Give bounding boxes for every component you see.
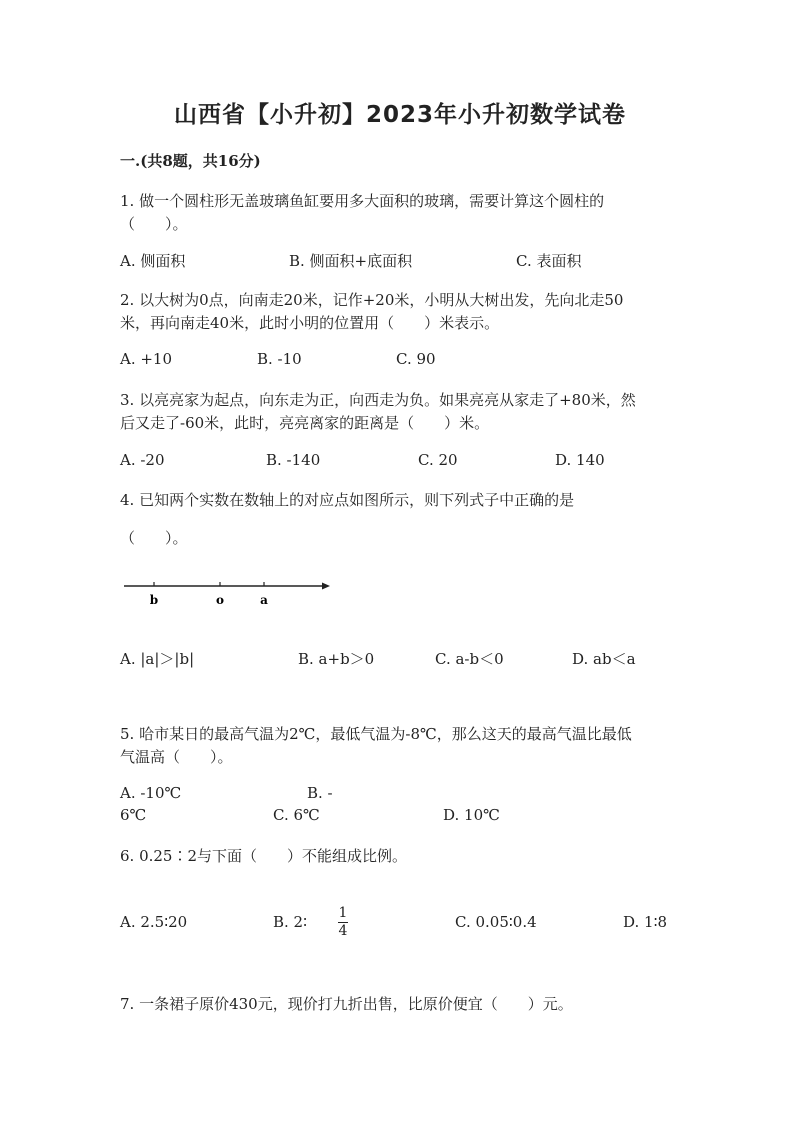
question-4-blank: （ ）。 bbox=[120, 529, 188, 547]
question-4-option-c: C. a-b＜0 bbox=[435, 650, 504, 668]
question-5-option-b-value: 6℃ bbox=[120, 806, 147, 824]
question-1-option-a: A. 侧面积 bbox=[120, 252, 186, 270]
question-4-option-a: A. |a|＞|b| bbox=[120, 650, 195, 668]
question-4-text: 4. 已知两个实数在数轴上的对应点如图所示，则下列式子中正确的是 bbox=[120, 491, 575, 509]
question-2-option-b: B. -10 bbox=[257, 350, 302, 368]
question-6-option-a: A. 2.5∶20 bbox=[120, 913, 188, 931]
question-6-option-b: B. 2∶ bbox=[273, 913, 308, 931]
question-5-option-d: D. 10℃ bbox=[443, 806, 500, 824]
label-b: b bbox=[149, 593, 159, 607]
fraction-numerator: 1 bbox=[338, 905, 348, 921]
question-1-option-b: B. 侧面积+底面积 bbox=[289, 252, 413, 270]
question-4-option-b: B. a+b＞0 bbox=[298, 650, 375, 668]
number-line-figure bbox=[118, 576, 338, 612]
question-2-text: 2. 以大树为0点，向南走20米，记作+20米，小明从大树出发，先向北走50 bbox=[120, 291, 624, 309]
question-1-option-c: C. 表面积 bbox=[516, 252, 582, 270]
question-5-option-b: B. - bbox=[307, 784, 333, 802]
question-5-option-c: C. 6℃ bbox=[273, 806, 320, 824]
number-line-arrow-icon bbox=[322, 583, 330, 590]
question-3-option-b: B. -140 bbox=[266, 451, 321, 469]
question-5-text: 5. 哈市某日的最高气温为2℃，最低气温为-8℃，那么这天的最高气温比最低 bbox=[120, 725, 632, 743]
question-1-blank: （ ）。 bbox=[120, 215, 188, 233]
question-3-option-d: D. 140 bbox=[555, 451, 605, 469]
question-3-option-a: A. -20 bbox=[120, 451, 165, 469]
question-7-text: 7. 一条裙子原价430元，现价打九折出售，比原价便宜（ ）元。 bbox=[120, 995, 573, 1013]
section-heading: 一.(共8题，共16分) bbox=[120, 152, 261, 170]
fraction-denominator: 4 bbox=[338, 923, 348, 939]
question-6-option-b-fraction bbox=[338, 906, 348, 939]
page-title: 山西省【小升初】2023年小升初数学试卷 bbox=[173, 102, 626, 128]
question-2-text-cont: 米，再向南走40米，此时小明的位置用（ ）米表示。 bbox=[120, 314, 500, 332]
question-1-text: 1. 做一个圆柱形无盖玻璃鱼缸要用多大面积的玻璃，需要计算这个圆柱的 bbox=[120, 192, 605, 210]
label-a: a bbox=[260, 593, 268, 607]
question-6-option-d: D. 1∶8 bbox=[623, 913, 668, 931]
question-3-text-cont: 后又走了-60米，此时，亮亮离家的距离是（ ）米。 bbox=[120, 414, 490, 432]
question-6-option-c: C. 0.05∶0.4 bbox=[455, 913, 537, 931]
question-2-option-c: C. 90 bbox=[396, 350, 436, 368]
question-3-option-c: C. 20 bbox=[418, 451, 458, 469]
question-2-option-a: A. +10 bbox=[120, 350, 173, 368]
label-o: o bbox=[215, 593, 225, 607]
question-5-option-a: A. -10℃ bbox=[120, 784, 182, 802]
question-6-text: 6. 0.25∶2与下面（ ）不能组成比例。 bbox=[120, 847, 408, 865]
question-5-text-cont: 气温高（ ）。 bbox=[120, 748, 233, 766]
question-3-text: 3. 以亮亮家为起点，向东走为正，向西走为负。如果亮亮从家走了+80米，然 bbox=[120, 391, 636, 409]
question-4-option-d: D. ab＜a bbox=[572, 650, 636, 668]
